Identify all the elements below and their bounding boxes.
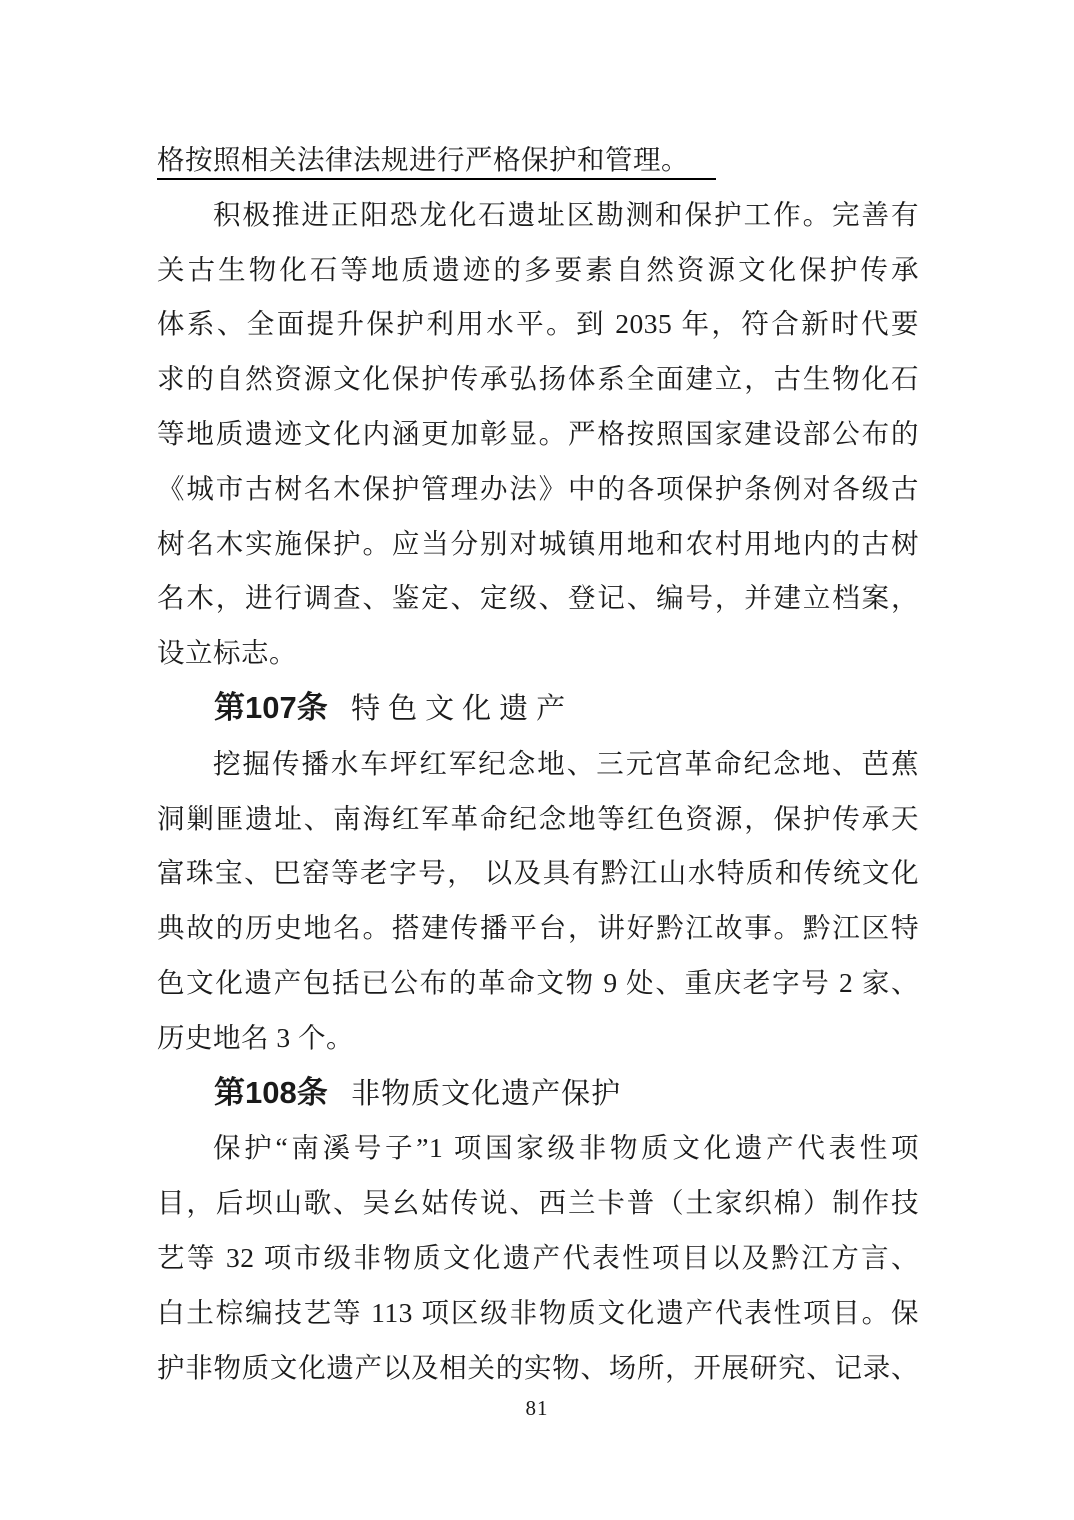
- body-line: 挖掘传播水车坪红军纪念地、三元宫革命纪念地、芭蕉: [213, 747, 919, 779]
- section-heading-article-107: [157, 681, 919, 737]
- body-line: 《城市古树名木保护管理办法》中的各项保护条例对各级古: [157, 472, 919, 504]
- body-line: 名木，进行调查、鉴定、定级、登记、编号，并建立档案，: [157, 582, 919, 614]
- body-line: 艺等 32 项市级非物质文化遗产代表性项目以及黔江方言、: [157, 1241, 919, 1273]
- body-line: 保护“南溪号子”1 项国家级非物质文化遗产代表性项: [213, 1132, 919, 1164]
- body-line: 求的自然资源文化保护传承弘扬体系全面建立，古生物化石: [157, 363, 919, 395]
- heading-article-title: 特色文化遗产: [351, 692, 574, 725]
- heading-article-number: 第107条: [214, 689, 328, 725]
- heading-article-number: 第108条: [214, 1074, 328, 1110]
- body-line: 典故的历史地名。搭建传播平台，讲好黔江故事。黔江区特: [157, 912, 919, 944]
- underlined-text: 格按照相关法律法规进行严格保护和管理。: [157, 144, 716, 180]
- heading-article-title: 非物质文化遗产保护: [351, 1077, 622, 1110]
- body-line: 关古生物化石等地质遗迹的多要素自然资源文化保护传承: [157, 253, 919, 285]
- page-number: 81: [525, 1396, 549, 1420]
- body-line: 洞剿匪遗址、南海红军革命纪念地等红色资源，保护传承天: [157, 802, 919, 834]
- body-line: 色文化遗产包括已公布的革命文物 9 处、重庆老字号 2 家、: [157, 966, 919, 998]
- document-body: [157, 133, 919, 1395]
- body-line: 富珠宝、巴窑等老字号， 以及具有黔江山水特质和传统文化: [157, 857, 919, 889]
- body-line: 体系、全面提升保护利用水平。到 2035 年，符合新时代要: [157, 308, 919, 340]
- body-line: 白土棕编技艺等 113 项区级非物质文化遗产代表性项目。保: [157, 1296, 919, 1328]
- section-heading-article-108: [157, 1066, 919, 1122]
- body-line: 历史地名 3 个。: [157, 1021, 354, 1053]
- body-line: 护非物质文化遗产以及相关的实物、场所，开展研究、记录、: [157, 1351, 919, 1383]
- body-line-underlined: [157, 133, 919, 188]
- body-line: 等地质遗迹文化内涵更加彰显。严格按照国家建设部公布的: [157, 417, 919, 449]
- body-line: 树名木实施保护。应当分别对城镇用地和农村用地内的古树: [157, 527, 919, 559]
- body-line: 设立标志。: [157, 637, 297, 669]
- body-line: 目，后坝山歌、吴幺姑传说、西兰卡普（土家织棉）制作技: [157, 1187, 919, 1219]
- body-line: 积极推进正阳恐龙化石遗址区勘测和保护工作。完善有: [213, 198, 919, 230]
